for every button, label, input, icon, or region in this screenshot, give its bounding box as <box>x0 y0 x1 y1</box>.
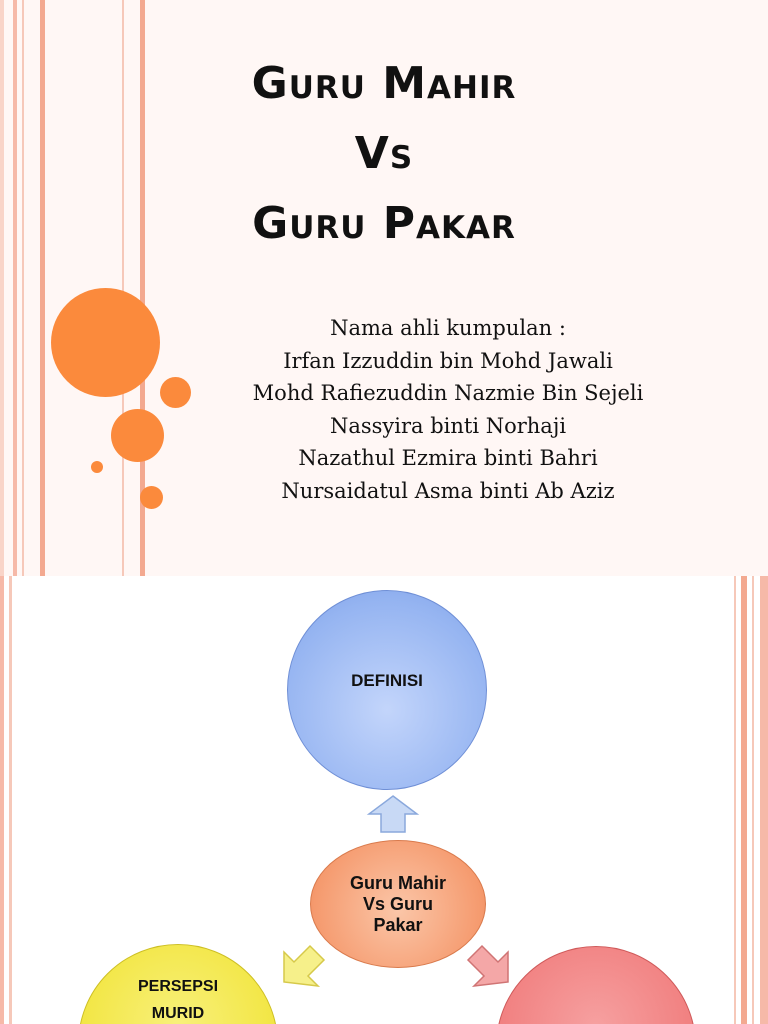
decorative-stripe <box>9 576 12 1024</box>
title-line-2: Vs <box>354 128 414 179</box>
decorative-stripe <box>734 576 736 1024</box>
center-topic-bubble <box>310 840 486 968</box>
member-name: Nazathul Ezmira binti Bahri <box>298 446 598 470</box>
diagram-slide <box>0 576 768 1024</box>
decorative-stripe <box>760 576 768 1024</box>
down-right-arrow-icon <box>462 940 514 992</box>
member-name: Mohd Rafiezuddin Nazmie Bin Sejeli <box>252 381 644 405</box>
student-perception-bubble <box>78 944 278 1024</box>
decorative-circle <box>91 461 103 473</box>
title-line-3: Guru Pakar <box>252 198 516 249</box>
student-perception-label: PERSEPSI MURID <box>137 978 219 1022</box>
title-line-1: Guru Mahir <box>251 58 517 109</box>
member-name: Irfan Izzuddin bin Mohd Jawali <box>283 348 613 373</box>
definition-label: DEFINISI <box>351 671 423 690</box>
right-topic-bubble <box>496 946 696 1024</box>
group-members-list <box>160 312 736 507</box>
decorative-circle <box>51 288 160 397</box>
decorative-stripe <box>0 576 4 1024</box>
decorative-stripe <box>741 576 747 1024</box>
definition-bubble <box>287 590 487 790</box>
decorative-stripe <box>752 576 754 1024</box>
member-name: Nursaidatul Asma binti Ab Aziz <box>281 478 615 503</box>
decorative-circle <box>111 409 164 462</box>
member-name: Nassyira binti Norhaji <box>329 413 567 438</box>
down-left-arrow-icon <box>278 940 330 992</box>
center-topic-label: Guru Mahir Vs Guru Pakar <box>349 872 446 935</box>
members-heading: Nama ahli kumpulan : <box>330 316 566 340</box>
up-arrow-icon <box>365 794 421 834</box>
